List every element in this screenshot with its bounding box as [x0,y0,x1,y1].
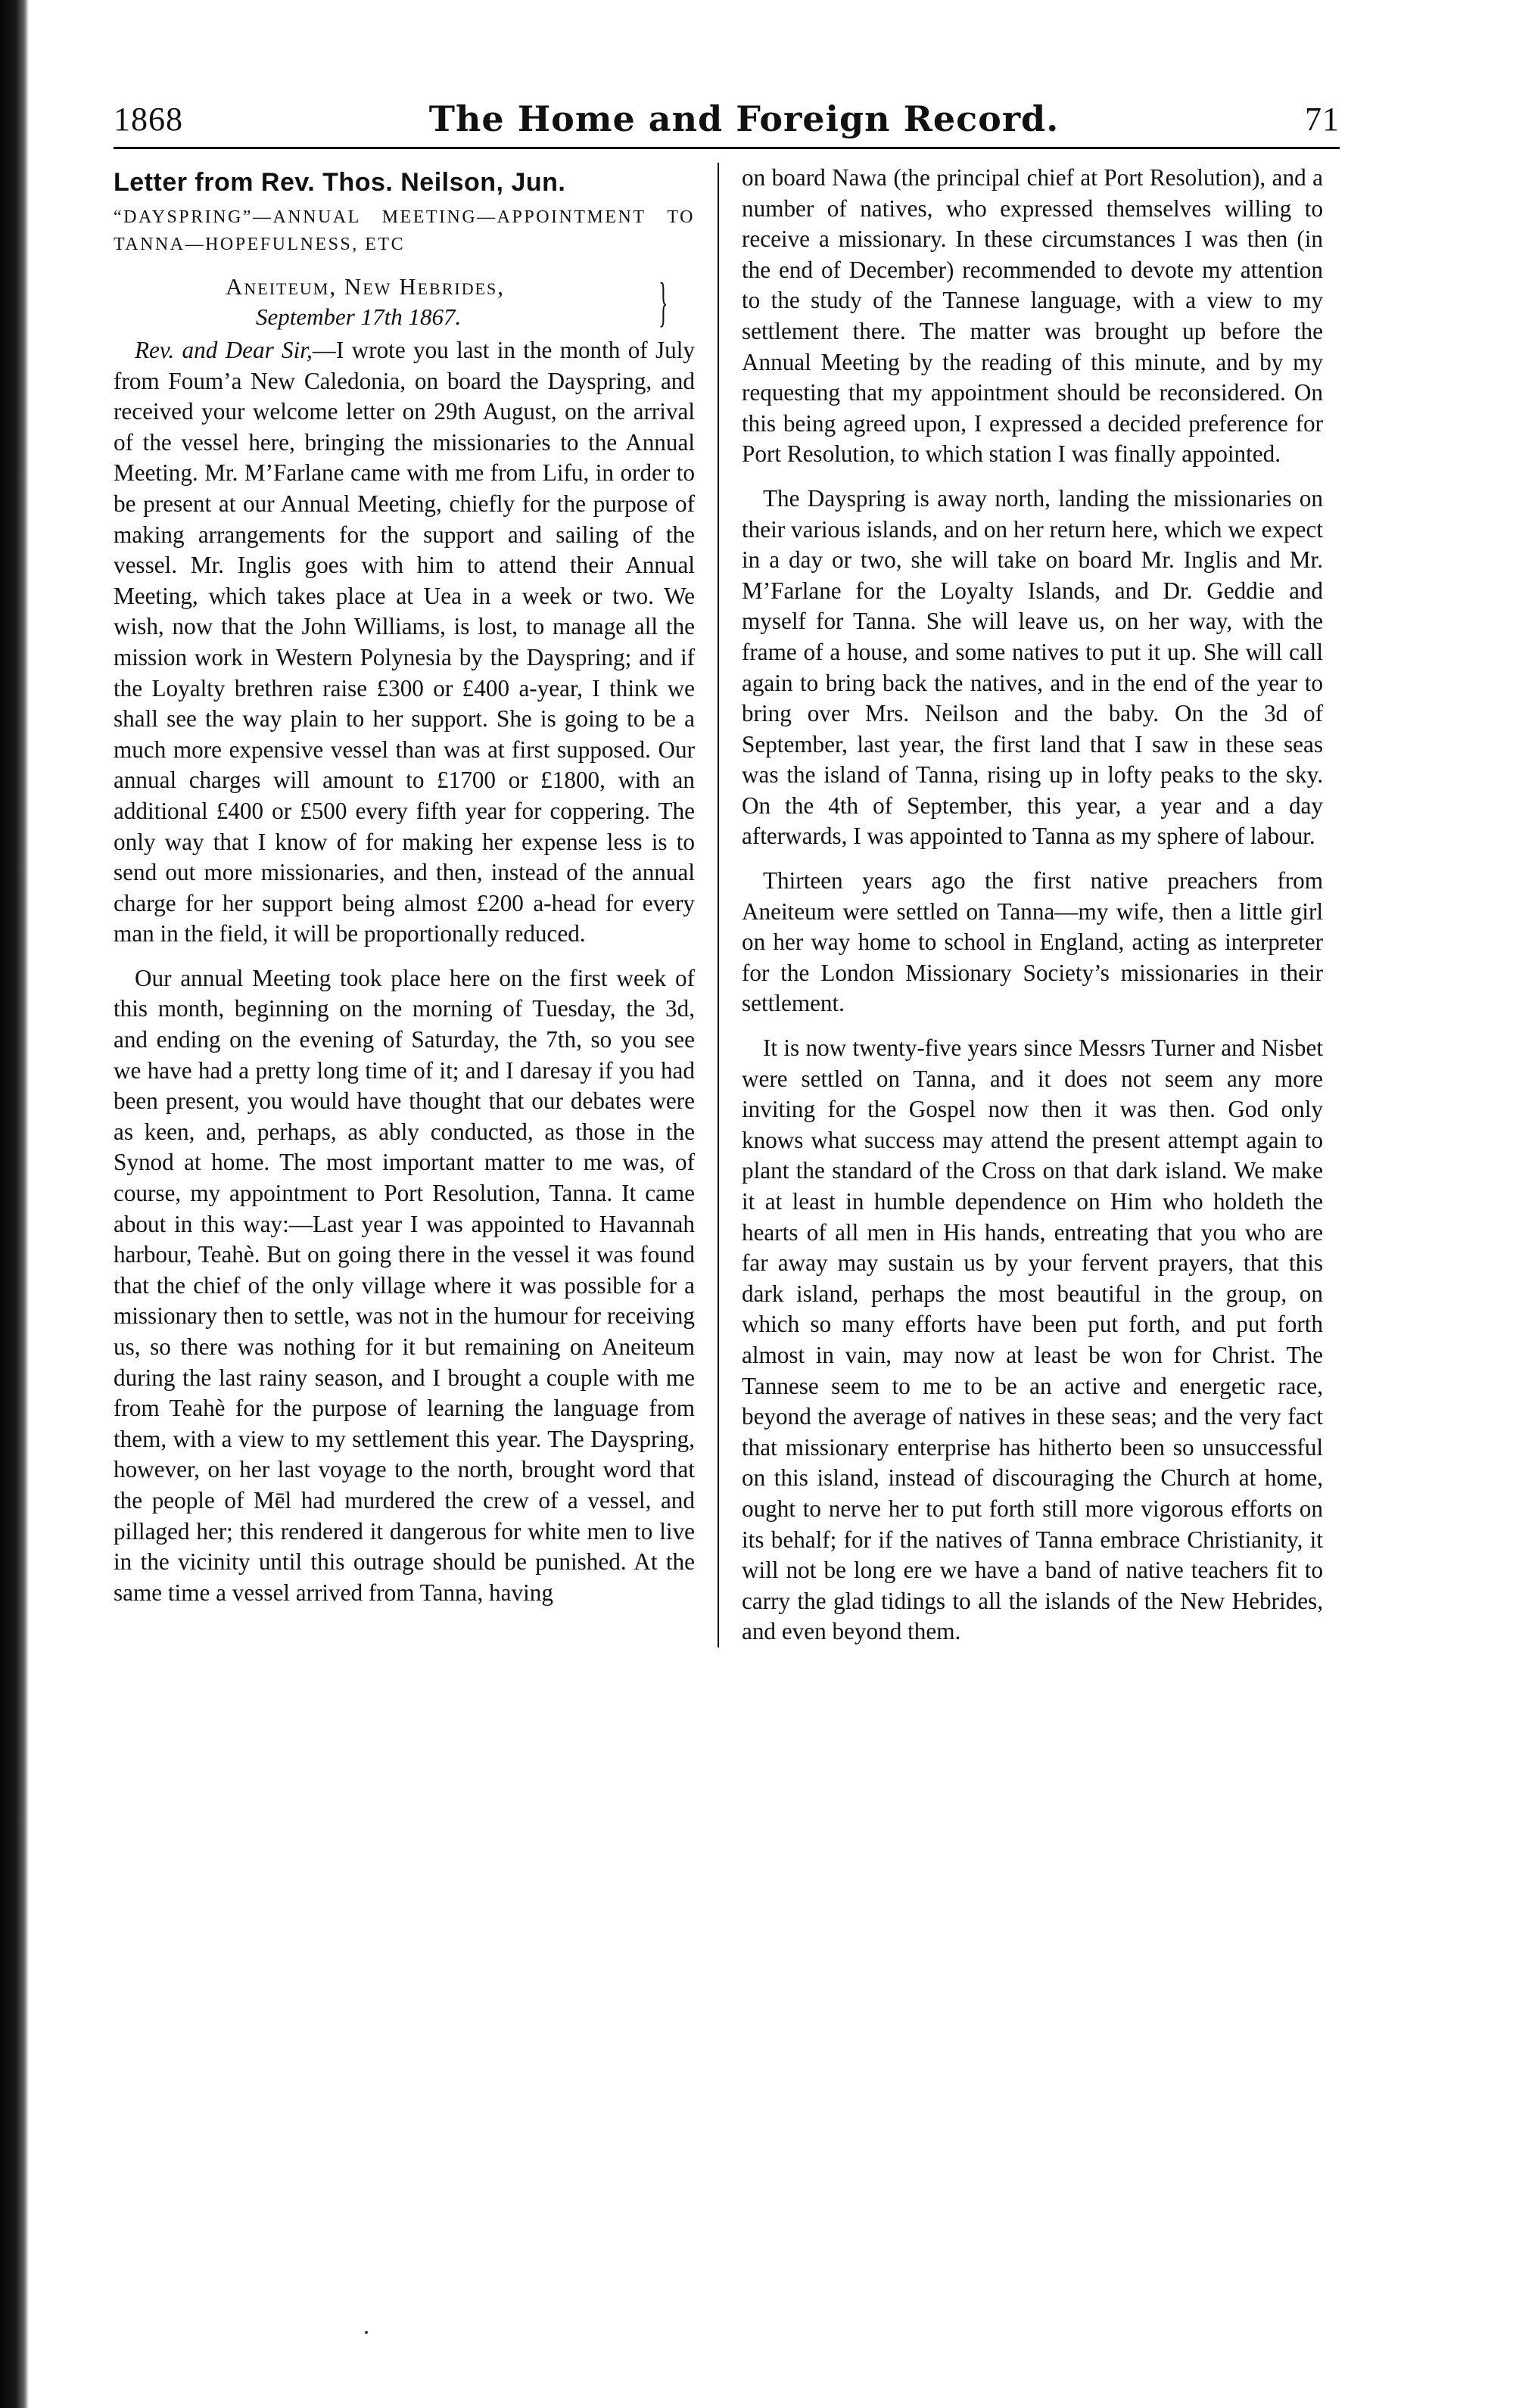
dateline-place: Aneiteum, New Hebrides, [226,273,506,300]
dateline-date: September 17th 1867. [256,303,462,330]
letter-paragraph: It is now twenty-five years since Messrs Turner and Nisbet were settled on Tanna, and it does not seem any more inviting for the Gospel now then it was then. God only knows what success may attend the present attempt again to plant the standard of the Cross on that dark island. We make it at least in humble dependence on Him who holdeth the hearts of all men in His hands, entreating that you who are far away may sustain us by your fervent prayers, that this dark island, perhaps the most beautiful in the group, on which so many efforts have been put forth, and put forth almost in vain, may now at least be won for Christ. The Tannese seem to me to be an active and energetic race, beyond the average of natives in these seas; and the very fact that missionary enterprise has hitherto been so unsuccessful on this island, instead of discouraging the Church at home, ought to nerve her to put forth still more vigorous efforts on its behalf; for if the natives of Tanna embrace Christianity, it will not be long ere we have a band of native teachers fit to carry the glad tidings to all the islands of the New Hebrides, and even beyond them. [742,1034,1323,1645]
letter-paragraph [114,335,695,950]
letter-paragraph: Our annual Meeting took place here on the first week of this month, beginning on the morning of Tuesday, the 3d, and ending on the evening of Saturday, the 7th, so you see we have had a pretty long time of it; and I daresay if you had been present, you would have thought that our debates were as keen, and, perhaps, as ably conducted, as those in the Synod at home. The most important matter to me was, of course, my appointment to Port Resolution, Tanna. It came about in this way:—Last year I was appointed to Havannah harbour, Teahè. But on going there in the vessel it was found that the chief of the only village where it was possible for a missionary then to settle, was not in the humour for receiving us, so there was nothing for it but remaining on Aneiteum during the last rainy season, and I brought a couple with me from Teahè for the purpose of learning the language from them, with a view to my settlement this year. The Dayspring, however, on her last voyage to the north, brought word that the people of Mēl had murdered the crew of a vessel, and pillaged her; this rendered it dangerous for white men to live in the vicinity until this outrage should be punished. At the same time a vessel arrived from Tanna, having [114,964,695,1606]
letter-paragraph: on board Nawa (the principal chief at Port Resolution), and a number of natives, who expressed themselves willing to receive a missionary. In these circumstances I was then (in the end of December) recommended to devote my attention to the study of the Tannese language, with a view to my settlement there. The matter was brought up before the Annual Meeting by the reading of this minute, and by my requesting that my appointment should be reconsidered. On this being agreed upon, I expressed a decided preference for Port Resolution, to which station I was finally appointed. [742,164,1323,468]
print-speck [365,2331,368,2334]
page-number: 71 [1304,101,1340,138]
journal-page [114,83,1340,1647]
salutation: Rev. and Dear Sir, [135,337,313,363]
letter-heading: Letter from Rev. Thos. Neilson, Jun. [114,168,566,197]
letter-subheading: “DAYSPRING”—ANNUAL MEETING—APPOINTMENT TO TANNA—HOPEFULNESS, ETC [114,207,695,254]
header-rule [114,147,1340,149]
right-column [725,163,1323,1647]
letter-paragraph: The Dayspring is away north, landing the missionaries on their various islands, and on her return here, which we expect in a day or two, she will take on board Mr. Inglis and Mr. M’Farlane for the Loyalty Islands, and Dr. Geddie and myself for Tanna. She will leave us, on her way, with the frame of a house, and some natives to put it up. She will call again to bring back the natives, and in the end of the year to bring over Mrs. Neilson and the baby. On the 3d of September, last year, the first land that I saw in these seas was the island of Tanna, rising up in lofty peaks to the sky. On the 4th of September, this year, a year and a day afterwards, I was appointed to Tanna as my sphere of labour. [742,484,1323,850]
dateline [114,272,695,332]
letter-paragraph: Thirteen years ago the first native preachers from Aneiteum were settled on Tanna—my wife, then a little girl on her way home to school in England, acting as interpreter for the London Missionary Society’s missionaries in their settlement. [742,867,1323,1017]
running-head [114,83,1340,139]
column-divider [718,163,719,1647]
left-column [114,163,711,1647]
journal-title: The Home and Foreign Record. [428,98,1060,139]
paragraph-text: —I wrote you last in the month of July from Foum’a New Caledonia, on board the Dayspring, and received your welcome letter on 29th August, on the arrival of the vessel here, bringing the missionaries to the Annual Meeting. Mr. M’Farlane came with me from Lifu, in order to be present at our Annual Meeting, chiefly for the purpose of making arrangements for the support and sailing of the vessel. Mr. Inglis goes with him to attend their Annual Meeting, which takes place at Uea in a week or two. We wish, now that the John Williams, is lost, to manage all the mission work in Western Polynesia by the Dayspring; and if the Loyalty brethren raise £300 or £400 a-year, I think we shall see the way plain to her support. She is going to be a much more expensive vessel than was at first supposed. Our annual charges will amount to £1700 or £1800, with an additional £400 or £500 every fifth year for coppering. The only way that I know of for making her expense less is to send out more missionaries, and then, instead of the annual charge for her support being almost £200 a-head for every man in the field, it will be proportionally reduced. [114,337,695,947]
dateline-brace: } [658,272,668,332]
header-year: 1868 [114,101,183,138]
scan-binding-edge [0,0,29,2408]
two-column-body [114,163,1340,1647]
